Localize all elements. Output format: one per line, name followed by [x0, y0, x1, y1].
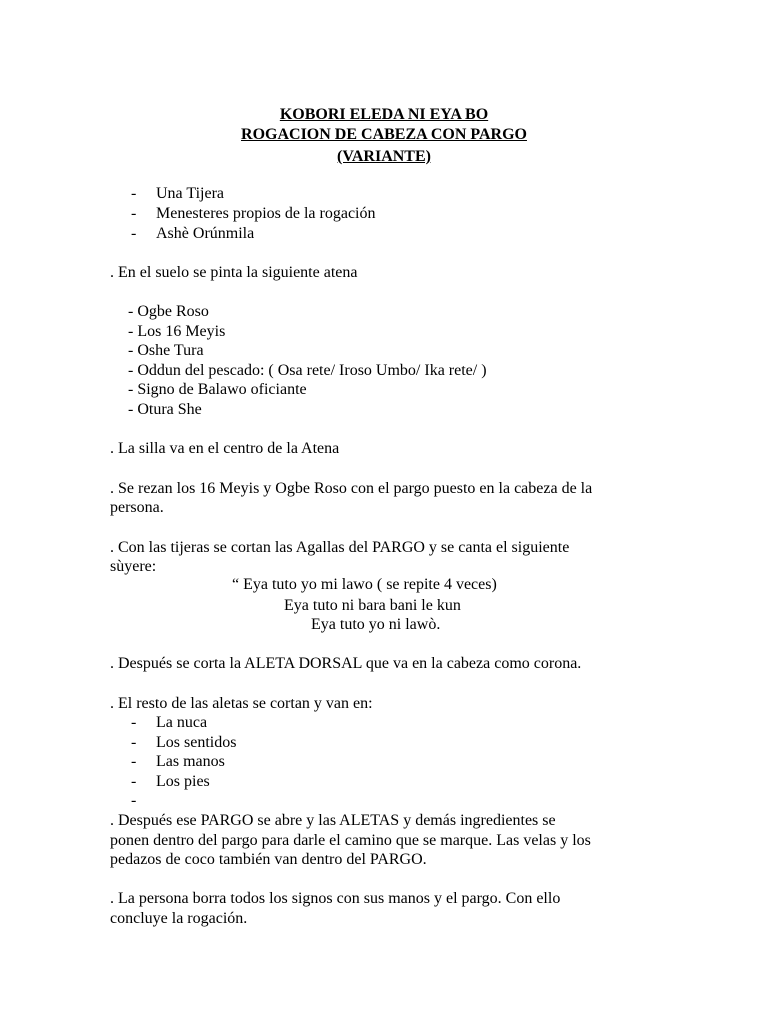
chant-line: Eya tuto yo ni lawò. — [311, 616, 441, 633]
step-aleta-dorsal: . Después se corta la ALETA DORSAL que va en la cabeza como corona. — [110, 655, 582, 672]
step-borra: . La persona borra todos los signos con sus manos y el pargo. Con ello — [110, 890, 561, 907]
list-dash: - — [131, 714, 137, 731]
step-rezan-cont: persona. — [110, 499, 164, 516]
step-tijeras-cont: sùyere: — [110, 558, 157, 575]
list-dash: - — [131, 205, 137, 222]
chant-line: “ Eya tuto yo mi lawo ( se repite 4 veces) — [232, 576, 497, 593]
atena-item: - Oddun del pescado: ( Osa rete/ Iroso Umbo/ Ika rete/ ) — [128, 362, 487, 379]
list-dash: - — [131, 773, 137, 790]
document-variant-label: (VARIANTE) — [337, 148, 431, 165]
list-dash: - — [131, 792, 137, 809]
list-item-text: Las manos — [156, 753, 225, 770]
atena-intro: . En el suelo se pinta la siguiente atena — [110, 264, 358, 281]
list-item-text: La nuca — [156, 714, 208, 731]
atena-item: - Otura She — [128, 401, 202, 418]
step-rezan: . Se rezan los 16 Meyis y Ogbe Roso con el pargo puesto en la cabeza de la — [110, 480, 593, 497]
document-title: KOBORI ELEDA NI EYA BO — [279, 106, 489, 123]
list-dash: - — [131, 753, 137, 770]
list-dash: - — [131, 185, 137, 202]
list-item-text: Una Tijera — [156, 185, 224, 202]
list-item-text: Menesteres propios de la rogación — [156, 205, 376, 222]
step-borra-cont: concluye la rogación. — [110, 910, 248, 927]
list-dash: - — [131, 734, 137, 751]
step-abre-cont: ponen dentro del pargo para darle el camino que se marque. Las velas y los — [110, 832, 591, 849]
step-silla: . La silla va en el centro de la Atena — [110, 440, 340, 457]
document-subtitle: ROGACION DE CABEZA CON PARGO — [241, 126, 527, 143]
step-abre: . Después ese PARGO se abre y las ALETAS y demás ingredientes se — [110, 812, 556, 829]
atena-item: - Oshe Tura — [128, 342, 204, 359]
list-dash: - — [131, 225, 137, 242]
atena-item: - Signo de Balawo oficiante — [128, 381, 307, 398]
list-item-text: Ashè Orúnmila — [156, 225, 255, 242]
atena-item: - Ogbe Roso — [128, 303, 209, 320]
step-resto-intro: . El resto de las aletas se cortan y van en: — [110, 695, 373, 712]
step-abre-cont: pedazos de coco también van dentro del PARGO. — [110, 851, 427, 868]
step-tijeras: . Con las tijeras se cortan las Agallas del PARGO y se canta el siguiente — [110, 539, 570, 556]
atena-item: - Los 16 Meyis — [128, 323, 226, 340]
list-item-text: Los sentidos — [156, 734, 237, 751]
chant-line: Eya tuto ni bara bani le kun — [284, 597, 461, 614]
list-item-text: Los pies — [156, 773, 210, 790]
